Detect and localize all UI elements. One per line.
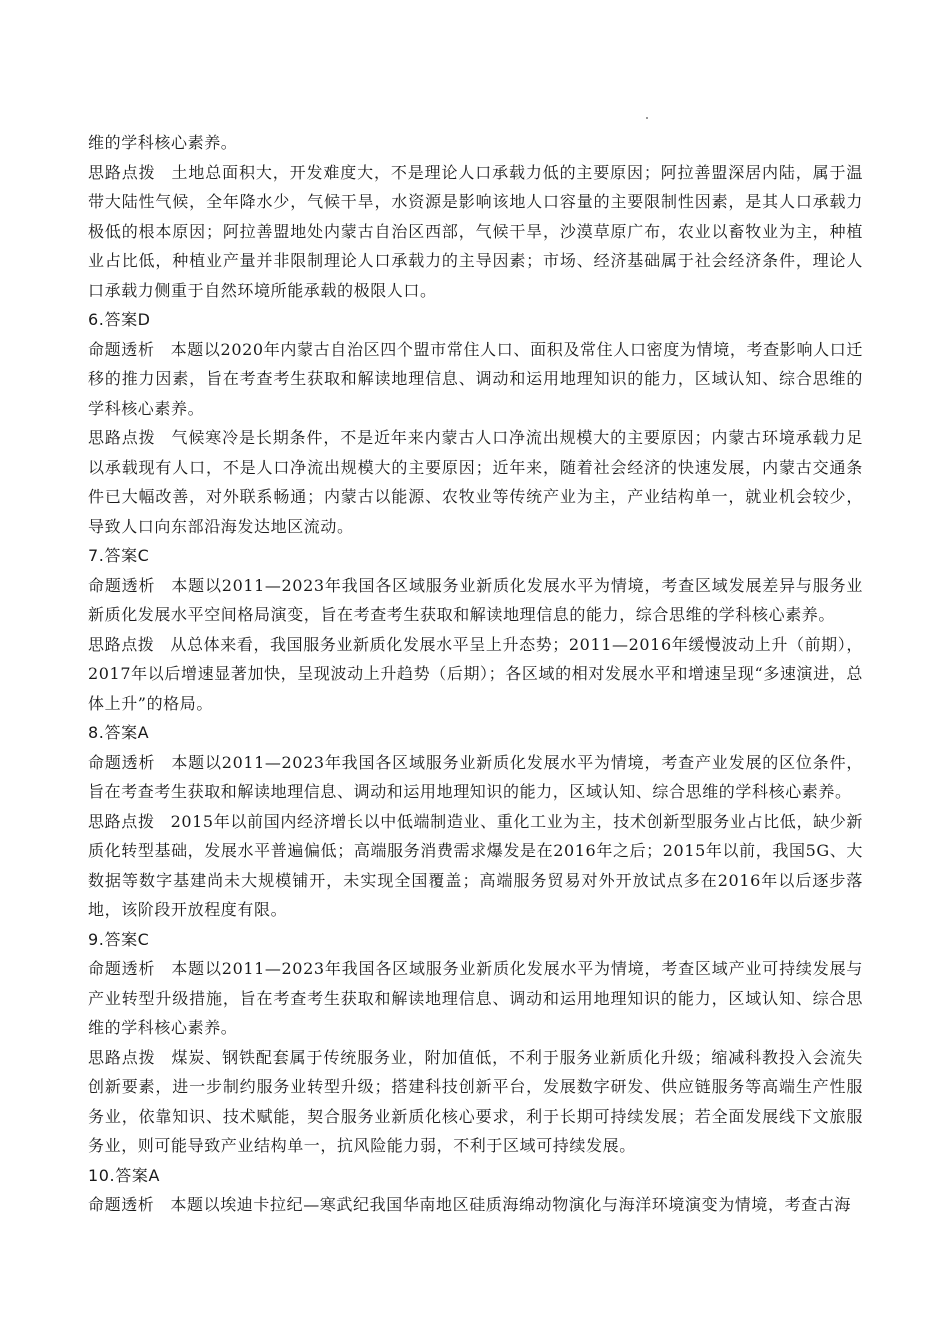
intent-text: 本题以2020年内蒙古自治区四个盟市常住人口、面积及常住人口密度为情境，考查影响人口迁移的推力因素，旨在考查考生获取和解读地理信息、调动和运用地理知识的能力，区域认知、综合思维的学科核心素养。: [88, 339, 863, 418]
answer-heading-6: 6.答案D: [88, 310, 151, 329]
intent-text: 本题以2011—2023年我国各区域服务业新质化发展水平为情境，考查区域发展差异与服务业新质化发展水平空间格局演变，旨在考查考生获取和解读地理信息的能力，综合思维的学科核心素养。: [88, 575, 864, 624]
analysis-label: 思路点拨: [88, 811, 155, 831]
intent-6: [88, 335, 863, 424]
intent-9: [88, 954, 863, 1043]
answer-heading-9: 9.答案C: [88, 929, 150, 949]
analysis-6: [88, 423, 863, 541]
answer-heading-10: 10.答案A: [88, 1165, 160, 1185]
analysis-label: 思路点拨: [88, 162, 156, 182]
intro-analysis: [88, 158, 863, 306]
analysis-text: 2015年以前国内经济增长以中低端制造业、重化工业为主，技术创新型服务业占比低，缺少新质化转型基础，发展水平普遍偏低；高端服务消费需求爆发是在2016年之后；2015年以前，我国5G、大数据等数字基建尚未大规模铺开，未实现全国覆盖；高端服务贸易对外开放试点多在2016年以后逐步落地，该阶段开放程度有限。: [88, 811, 863, 919]
answer-heading-7: 7.答案C: [88, 546, 150, 565]
intro-tail: 维的学科核心素养。: [88, 133, 238, 152]
scan-speck: [646, 117, 648, 119]
analysis-text: 煤炭、钢铁配套属于传统服务业，附加值低，不利于服务业新质化升级；缩减科教投入会流失创新要素，进一步制约服务业转型升级；搭建科技创新平台，发展数字研发、供应链服务等高端生产性服务业，依靠知识、技术赋能，契合服务业新质化核心要求，利于长期可持续发展；若全面发展线下文旅服务业，则可能导致产业结构单一，抗风险能力弱，不利于区域可持续发展。: [88, 1047, 863, 1155]
analysis-label: 思路点拨: [88, 634, 155, 654]
intent-label: 命题透析: [88, 1195, 155, 1214]
intent-7: [88, 571, 863, 630]
analysis-text: 从总体来看，我国服务业新质化发展水平呈上升态势；2011—2016年缓慢波动上升（前期），2017年以后增速显著加快，呈现波动上升趋势（后期）；各区域的相对发展水平和增速呈现“多速演进，总体上升”的格局。: [88, 634, 863, 713]
intent-label: 命题透析: [88, 575, 156, 595]
answer-heading-8: 8.答案A: [88, 723, 150, 742]
intent-label: 命题透析: [88, 752, 156, 772]
intent-text: 本题以2011—2023年我国各区域服务业新质化发展水平为情境，考查产业发展的区位条件，旨在考查考生获取和解读地理信息、调动和运用地理知识的能力，区域认知、综合思维的学科核心素养。: [88, 752, 864, 801]
analysis-8: [88, 807, 863, 925]
intent-label: 命题透析: [88, 959, 156, 978]
intent-label: 命题透析: [88, 339, 155, 359]
intent-10: [88, 1190, 863, 1220]
analysis-text: 气候寒冷是长期条件，不是近年来内蒙古人口净流出规模大的主要原因；内蒙古环境承载力足以承载现有人口，不是人口净流出规模大的主要原因；近年来，随着社会经济的快速发展，内蒙古交通条件已大幅改善，对外联系畅通；内蒙古以能源、农牧业等传统产业为主，产业结构单一，就业机会较少，导致人口向东部沿海发达地区流动。: [88, 428, 863, 536]
analysis-label: 思路点拨: [88, 428, 156, 447]
intent-text: 本题以埃迪卡拉纪—寒武纪我国华南地区硅质海绵动物演化与海洋环境演变为情境，考查古海: [170, 1195, 852, 1214]
analysis-7: [88, 630, 863, 719]
intent-8: [88, 748, 863, 807]
analysis-label: 思路点拨: [88, 1047, 156, 1067]
answer-explanations: [88, 128, 863, 1220]
intent-text: 本题以2011—2023年我国各区域服务业新质化发展水平为情境，考查区域产业可持续发展与产业转型升级措施，旨在考查考生获取和解读地理信息、调动和运用地理知识的能力，区域认知、综合思维的学科核心素养。: [88, 959, 864, 1037]
analysis-9: [88, 1043, 863, 1161]
analysis-text: 土地总面积大，开发难度大，不是理论人口承载力低的主要原因；阿拉善盟深居内陆，属于温带大陆性气候，全年降水少，气候干旱，水资源是影响该地人口容量的主要限制性因素，是其人口承载力极低的根本原因；阿拉善盟地处内蒙古自治区西部，气候干旱，沙漠草原广布，农业以畜牧业为主，种植业占比低，种植业产量并非限制理论人口承载力的主导因素；市场、经济基础属于社会经济条件，理论人口承载力侧重于自然环境所能承载的极限人口。: [88, 162, 863, 300]
